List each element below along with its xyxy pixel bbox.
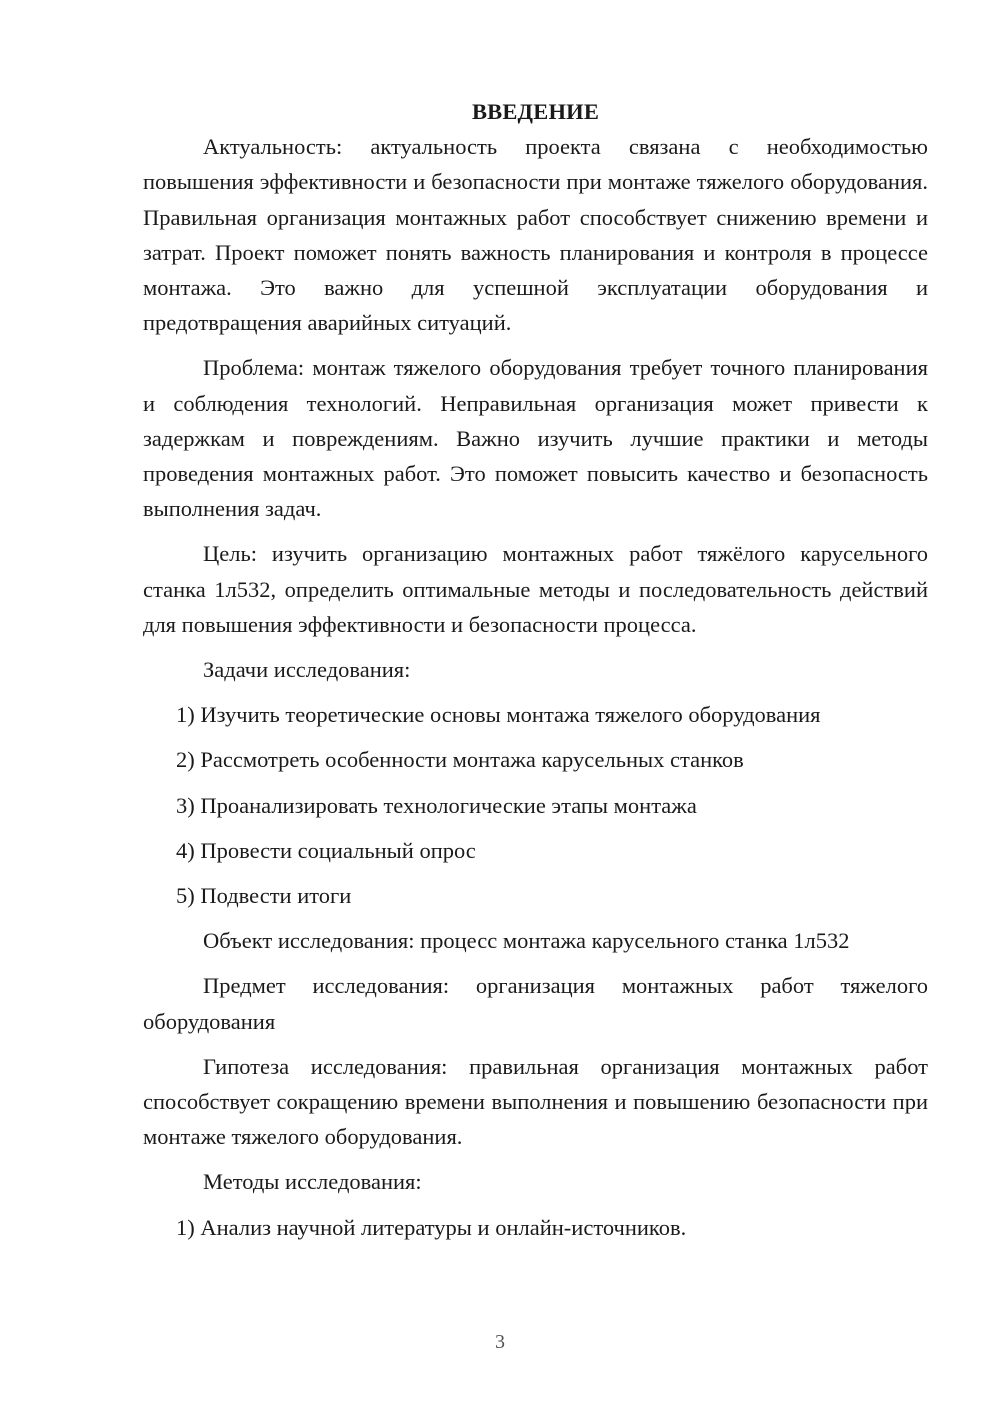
method-item-1: 1) Анализ научной литературы и онлайн-источников. bbox=[176, 1214, 687, 1240]
paragraph-subject: Предмет исследования: организация монтажных работ тяжелого оборудования bbox=[143, 973, 928, 1034]
paragraph-goal: Цель: изучить организацию монтажных работ тяжёлого карусельного станка 1л532, определить оптимальные методы и последовательность действий для повышения эффективности и безопасности процесса. bbox=[143, 541, 928, 637]
task-item-2: 2) Рассмотреть особенности монтажа карусельных станков bbox=[176, 747, 744, 773]
section-title: ВВЕДЕНИЕ bbox=[471, 99, 600, 124]
paragraph-object: Объект исследования: процесс монтажа карусельного станка 1л532 bbox=[203, 928, 850, 954]
methods-heading: Методы исследования: bbox=[203, 1169, 422, 1195]
task-item-4: 4) Провести социальный опрос bbox=[176, 837, 476, 863]
paragraph-relevance: Актуальность: актуальность проекта связана с необходимостью повышения эффективности и безопасности при монтаже тяжелого оборудования. Правильная организация монтажных работ способствует снижению времени и затрат. Проект поможет понять важность планирования и контроля в процессе монтажа. Это важно для успешной эксплуатации оборудования и предотвращения аварийных ситуаций. bbox=[143, 134, 928, 336]
page-content bbox=[143, 94, 928, 1255]
paragraph-problem: Проблема: монтаж тяжелого оборудования требует точного планирования и соблюдения технологий. Неправильная организация может привести к задержкам и повреждениям. Важно изучить лучшие практики и методы проведения монтажных работ. Это поможет повысить качество и безопасность выполнения задач. bbox=[143, 355, 928, 522]
task-item-5: 5) Подвести итоги bbox=[176, 883, 352, 909]
task-item-3: 3) Проанализировать технологические этапы монтажа bbox=[176, 792, 697, 818]
tasks-heading: Задачи исследования: bbox=[203, 657, 411, 683]
paragraph-hypothesis: Гипотеза исследования: правильная организация монтажных работ способствует сокращению времени выполнения и повышению безопасности при монтаже тяжелого оборудования. bbox=[143, 1053, 928, 1150]
page-number: 3 bbox=[495, 1331, 505, 1353]
task-item-1: 1) Изучить теоретические основы монтажа тяжелого оборудования bbox=[176, 702, 821, 728]
